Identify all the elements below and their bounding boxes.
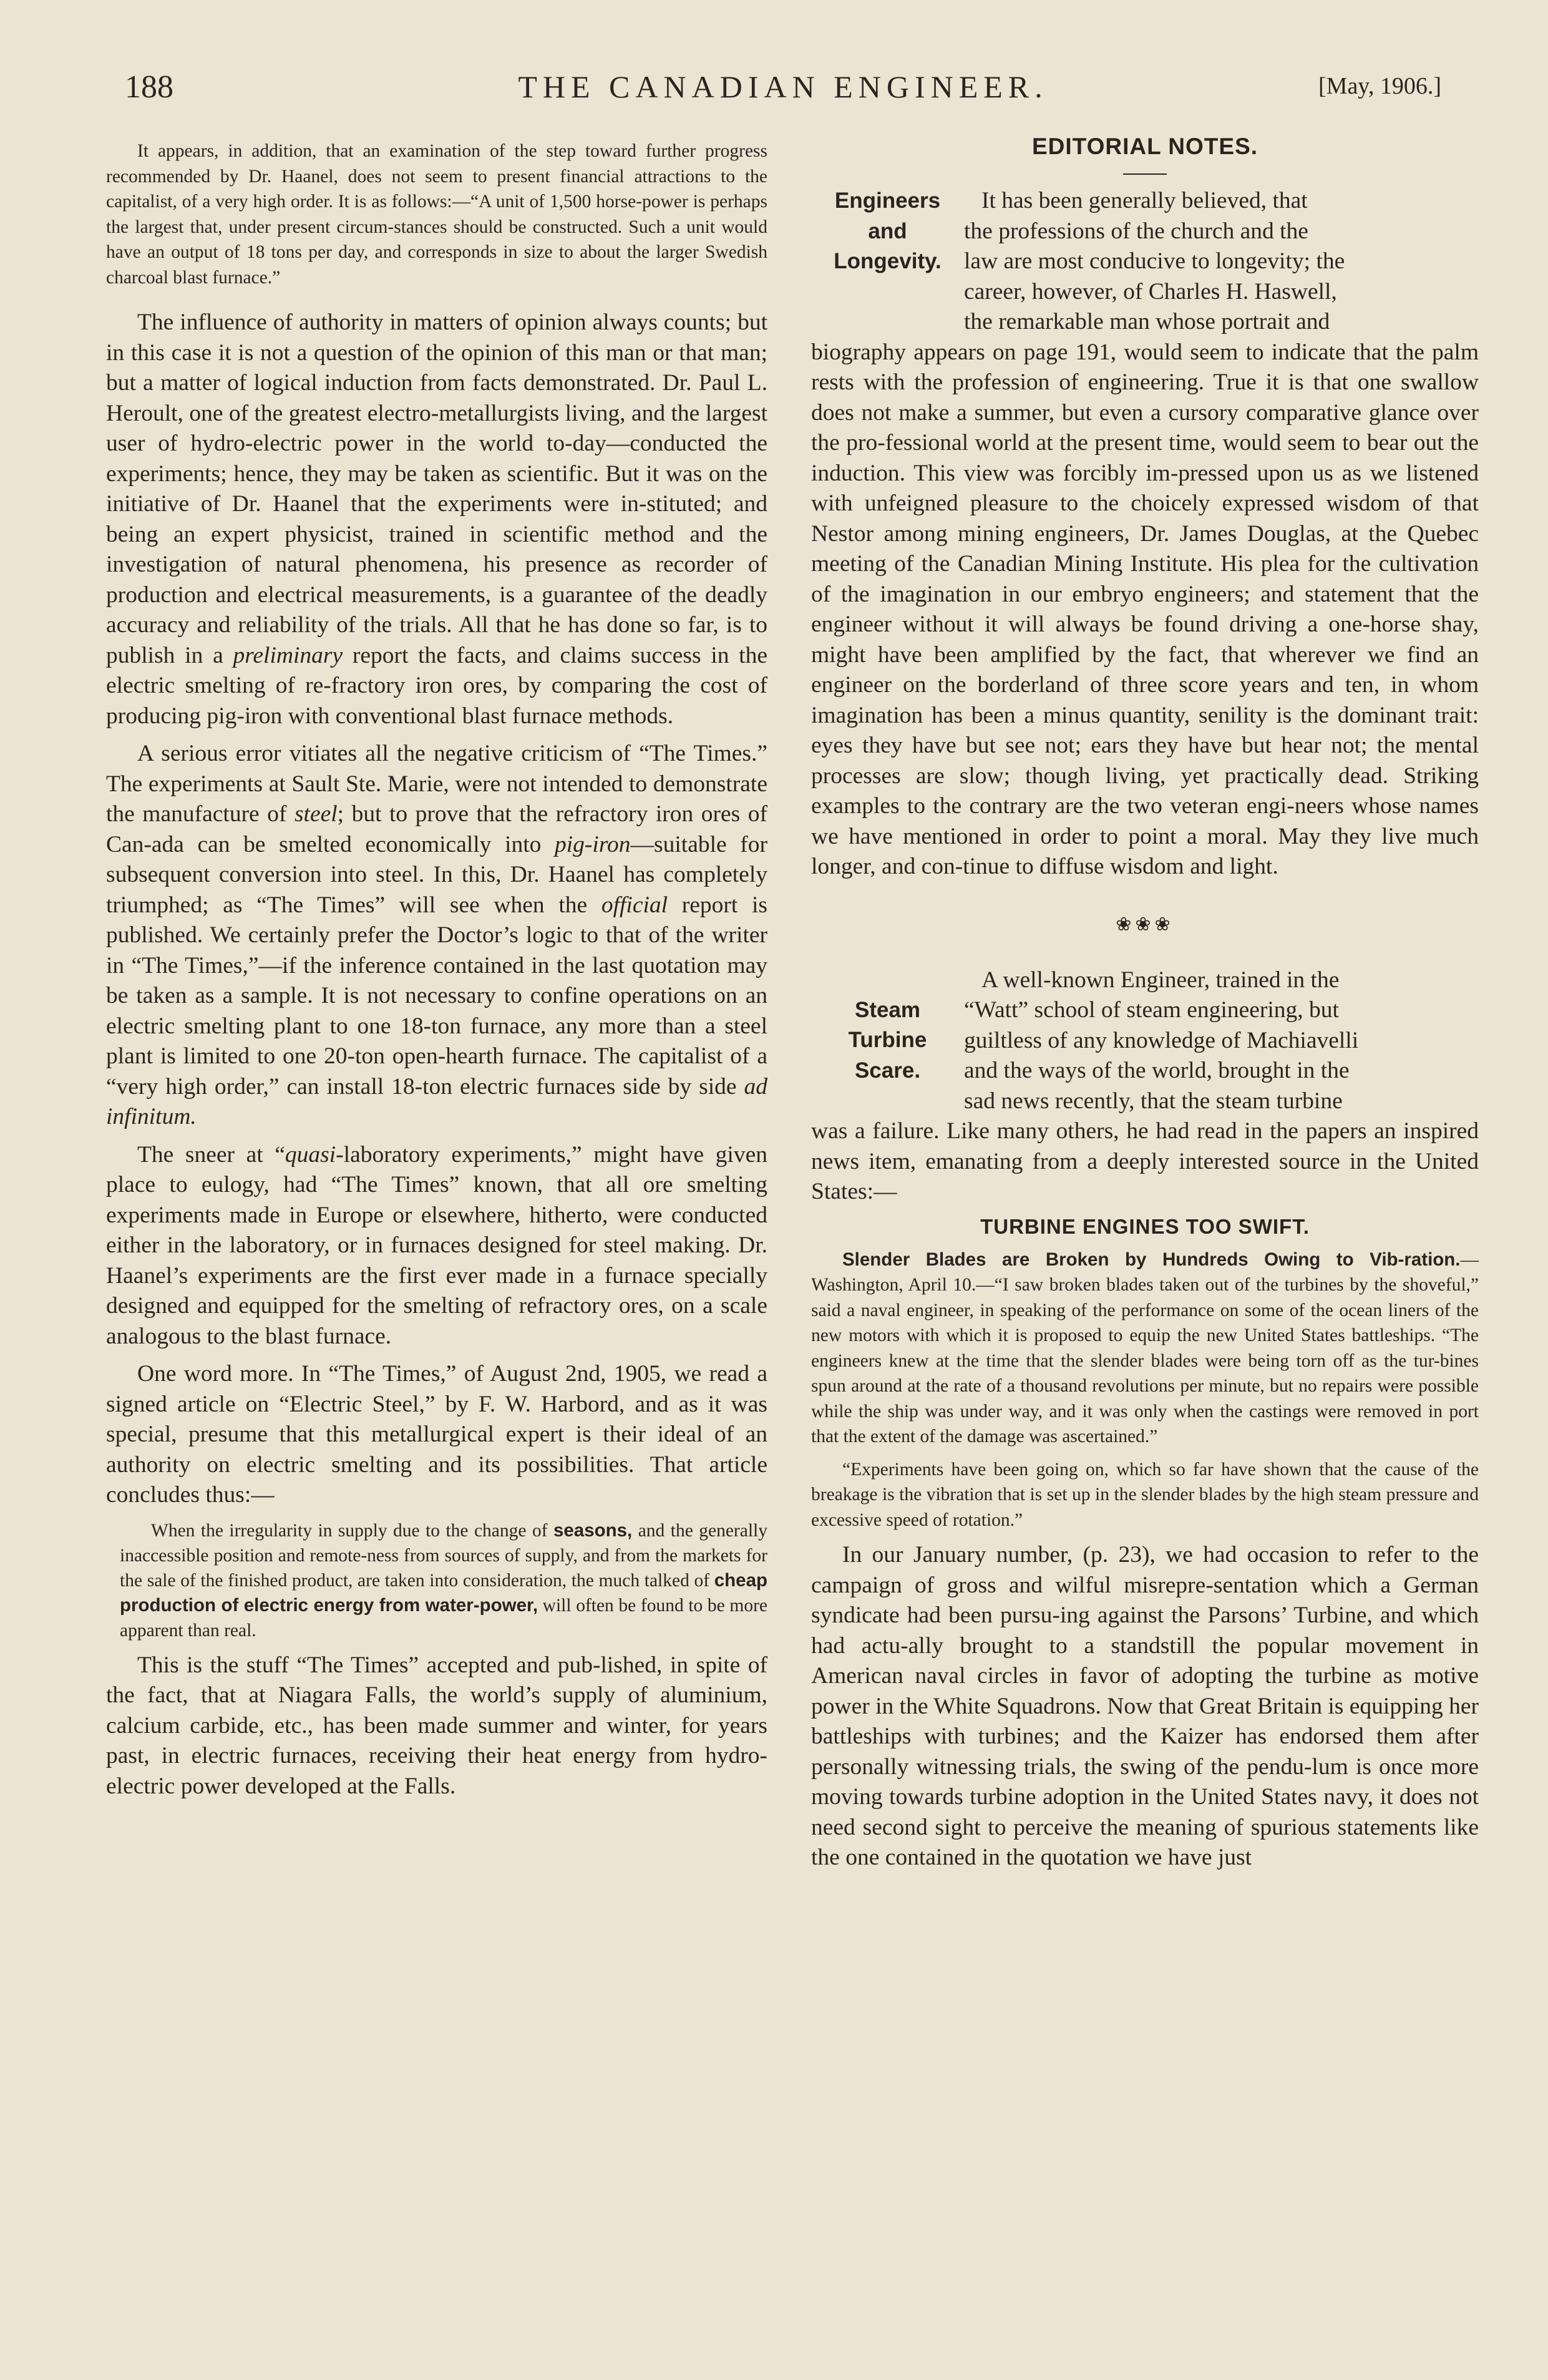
title-rule: [1123, 173, 1167, 175]
quote-bold-phrase: cheap production of electric energy from water-power,: [120, 1569, 767, 1616]
serious-error-text-d: report is published. We certainly prefer the Doctor’s logic to that of the writer in “The Times,”—if the inference contained in the last quotation may be taken as a sample. It is not necessary to confine operations on an electric smelting plant to one 18-ton furnace, any more than a steel plant is limited to one 20-ton open-hearth furnace. The capitalist of a “very high order,” can install 18-ton electric furnaces side by side: [106, 892, 767, 1100]
authority-paragraph: [106, 308, 767, 731]
stuff-paragraph: This is the stuff “The Times” accepted and pub-lished, in spite of the fact, that at Niagara Falls, the world’s supply of aluminium, calcium carbide, etc., has been made summer and winter, for years past, in electric furnaces, receiving their heat energy from hydro-electric power developed at the Falls.: [106, 1652, 767, 1799]
journal-title: THE CANADIAN ENGINEER.: [518, 69, 1048, 104]
authority-text: The influence of authority in matters of opinion always counts; but in this case it is not a question of the opinion of this man or that man; but a matter of logical induction from facts demonstrated. Dr. Paul L. Heroult, one of the greatest electro-metallurgists living, and the largest user of hydro-electric power in the world to-day—conducted the experiments; hence, they may be taken as scientific. But it was on the initiative of Dr. Haanel that the experiments were in-stituted; and being an expert physicist, trained in scientific method and the investigation of natural phenomena, his presence as recorder of production and electrical measurements, is a guarantee of the deadly accuracy and reliability of the trials. All that he has done so far, is to publish in a: [106, 310, 767, 668]
steam-turbine-section: [811, 965, 1479, 1117]
authority-text-tail: report the facts, and claims success in the electric smelting of re-fractory iron ores, by comparing the cost of producing pig-iron with conventional blast furnace methods.: [106, 642, 767, 729]
left-column: [106, 139, 767, 1802]
serious-error-text-c: —suitable for subsequent conversion into steel. In this, Dr. Haanel has completely triumphed; as “The Times” will see when the: [106, 831, 768, 918]
serious-error-em-pig-iron: pig-iron: [555, 831, 631, 857]
editorial-notes-title: EDITORIAL NOTES.: [1031, 134, 1258, 159]
page-number: 188: [125, 69, 173, 105]
clipping-headline: Slender Blades are Broken by Hundreds Owing to Vib-ration.: [842, 1249, 1461, 1270]
engineers-longevity-opening: [964, 186, 1479, 338]
opening-line: It has been generally believed, that: [981, 188, 1308, 213]
clipping-text: —Washington, April 10.—“I saw broken blades taken out of the turbines by the shoveful,” said a naval engineer, in speaking of the performance on some of the ocean liners of the new motors with which it is proposed to equip the new United States battleships. “The engineers knew at the time that the slender blades were being torn off as the tur-bines spun around at the rate of a thousand revolutions per minute, but no repairs were possible while the ship was under way, and it was only when the castings were removed in port that the extent of the damage was ascertained.”: [811, 1249, 1479, 1446]
sidehead-line: Longevity.: [834, 249, 942, 273]
turbine-article-title: TURBINE ENGINES TOO SWIFT.: [980, 1214, 1310, 1238]
serious-error-paragraph: [106, 739, 767, 1133]
january-number-paragraph: In our January number, (p. 23), we had occasion to refer to the campaign of gross and wilful misrepre-sentation which a German syndicate had been pursu-ing against the Parsons’ Turbine, and which had actu-ally brought to a standstill the popular movement in American naval circles in favor of adopting the turbine as motive power in the White Squadrons. Now that Great Britain is equipping her battleships with turbines; and the Kaizer has endorsed them after personally witnessing trials, the swing of the pendu-lum is once more moving towards turbine adoption in the United States navy, it does not need second sight to perceive the meaning of spurious statements like the one contained in the quotation we have just: [811, 1542, 1479, 1870]
opening-line: law are most conducive to longevity; the: [964, 248, 1345, 274]
engineers-longevity-sidehead: [811, 186, 964, 338]
opening-line: A well-known Engineer, trained in the: [981, 967, 1340, 993]
opening-line: the professions of the church and the: [964, 218, 1308, 244]
news-clipping: [811, 1247, 1479, 1450]
intro-paragraph: It appears, in addition, that an examination of the step toward further progress recommended by Dr. Haanel, does not seem to present financial attractions to the capitalist, of a very high order. It is as follows:—“A unit of 1,500 horse-power is perhaps the largest that, under present circum-stances should be constructed. Such a unit would have an output of 18 tons per day, and corresponds in size to about the larger Swedish charcoal blast furnace.”: [106, 141, 767, 288]
serious-error-text-b: ; but to prove that the refractory iron ores of Can-ada can be smelted economically into: [106, 801, 767, 857]
opening-line: “Watt” school of steam engineering, but: [964, 997, 1339, 1023]
sidehead-line: Engineers: [834, 188, 941, 213]
steam-turbine-body: was a failure. Like many others, he had read in the papers an inspired news item, emanating from a deeply interested source in the United States:—: [811, 1118, 1479, 1204]
engineers-longevity-section: [811, 186, 1479, 338]
steam-turbine-sidehead: [811, 965, 964, 1117]
quote-text-c: will often be found to be more apparent than real.: [120, 1595, 767, 1641]
right-column: [811, 134, 1479, 1873]
page-header: [125, 69, 1441, 119]
section-ornament: ❀❀❀: [1116, 913, 1174, 935]
quote-bold-seasons: seasons,: [553, 1519, 633, 1541]
sidehead-line: Steam: [854, 997, 921, 1022]
engineers-longevity-body: biography appears on page 191, would seem to indicate that the palm rests with the profession of engineering. True it is that one swallow does not make a summer, but even a cursory comparative glance over the pro-fessional world at the present time, would seem to bear out the induction. This view was forcibly im-pressed upon us as we listened with unfeigned pleasure to the choicely expressed wisdom of that Nestor among mining engineers, Dr. James Douglas, at the Quebec meeting of the Canadian Mining Institute. His plea for the cultivation of the imagination in our embryo engineers; and statement that the engineer without it will always be found driving a one-horse shay, might have been amplified by the fact, that wherever we find an engineer on the borderland of three score years and ten, in whom imagination has been a minus quantity, senility is the dominant trait: eyes they have but see not; ears they have but hear not; the mental processes are slow; though living, yet practically dead. Striking examples to the contrary are the two veteran engi-neers whose names we have mentioned in order to point a moral. May they live much longer, and con-tinue to diffuse wisdom and light.: [811, 339, 1479, 879]
opening-line: career, however, of Charles H. Haswell,: [964, 278, 1337, 305]
opening-line: guiltless of any knowledge of Machiavelli: [964, 1027, 1359, 1053]
news-clipping-continued: “Experiments have been going on, which so far have shown that the cause of the breakage is the vibration that is set up in the slender blades by the high steam pressure and excessive speed of rotation.”: [811, 1459, 1479, 1530]
sidehead-line: Scare.: [854, 1058, 921, 1083]
sidehead-line: and: [868, 218, 907, 243]
serious-error-em-ad-infinitum: ad infinitum.: [106, 1073, 767, 1129]
opening-line: and the ways of the world, brought in the: [964, 1058, 1350, 1083]
sneer-em-quasi: quasi: [285, 1141, 336, 1168]
issue-date: [May, 1906.]: [1318, 73, 1441, 99]
sneer-paragraph: [106, 1140, 767, 1352]
opening-line: sad news recently, that the steam turbine: [964, 1088, 1343, 1114]
sidehead-line: Turbine: [848, 1028, 927, 1052]
quote-text-a: When the irregularity in supply due to the change of: [151, 1520, 553, 1541]
one-word-paragraph: One word more. In “The Times,” of August 2nd, 1905, we read a signed article on “Electric Steel,” by F. W. Harbord, and as it was special, presume that this metallurgical expert is their ideal of an authority on electric smelting and its possibilities. That article concludes thus:—: [106, 1361, 767, 1508]
sneer-text-b: -laboratory experiments,” might have given place to eulogy, had “The Times” known, that all ore smelting experiments made in Europe or elsewhere, hitherto, were conducted either in the laboratory, or in furnaces designed for steel making. Dr. Haanel’s experiments are the first ever made in a furnace specially designed and equipped for the smelting of refractory ores, on a scale analogous to the blast furnace.: [106, 1141, 767, 1349]
serious-error-text-a: A serious error vitiates all the negative criticism of “The Times.” The experiments at Sault Ste. Marie, were not intended to demonstrate the manufacture of: [106, 741, 767, 827]
opening-line: the remarkable man whose portrait and: [964, 309, 1330, 334]
quote-text-b: and the generally inaccessible position and remote-ness from sources of supply, and from the markets for the sale of the finished product, are taken into consideration, the much talked of: [120, 1520, 767, 1591]
steam-turbine-opening: [964, 965, 1479, 1117]
sneer-text-a: The sneer at “: [137, 1141, 285, 1168]
harbord-quote: [106, 1518, 767, 1643]
serious-error-em-steel: steel: [294, 801, 338, 827]
authority-emphasis: preliminary: [233, 642, 343, 668]
serious-error-em-official: official: [601, 892, 668, 918]
